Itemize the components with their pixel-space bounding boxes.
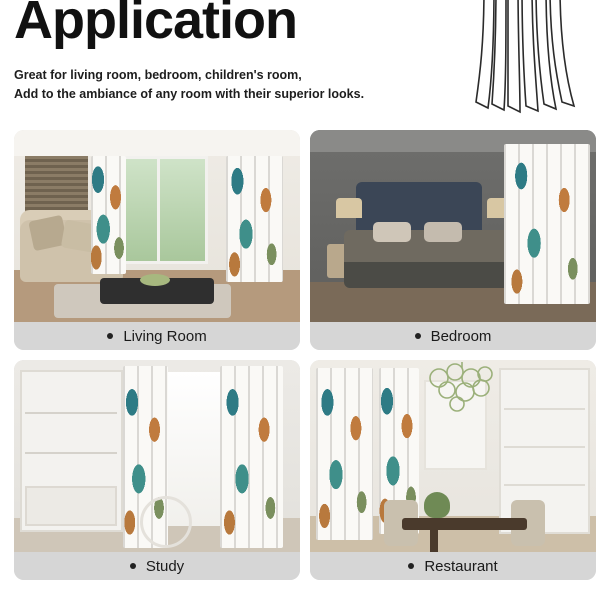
living-room-label: Living Room	[123, 327, 207, 345]
room-grid	[0, 130, 610, 580]
subtitle-line-1: Great for living room, bedroom, children's room,	[14, 68, 302, 82]
study-label: Study	[145, 557, 185, 575]
curtain-illustration	[466, 0, 596, 117]
room-card-bedroom[interactable]	[310, 130, 596, 350]
bedroom-photo	[310, 130, 596, 322]
restaurant-label: Restaurant	[424, 557, 498, 575]
room-card-restaurant[interactable]	[310, 360, 596, 580]
living-room-photo	[14, 130, 300, 322]
room-card-study[interactable]	[14, 360, 300, 580]
page-header	[0, 0, 610, 130]
bedroom-label: Bedroom	[430, 327, 492, 345]
bedroom-caption	[310, 322, 596, 350]
chandelier-icon	[419, 362, 505, 414]
restaurant-photo	[310, 360, 596, 552]
study-caption	[14, 552, 300, 580]
bullet-icon	[415, 333, 421, 339]
bullet-icon	[107, 333, 113, 339]
restaurant-caption	[310, 552, 596, 580]
living-room-caption	[14, 322, 300, 350]
room-card-living-room[interactable]	[14, 130, 300, 350]
study-photo	[14, 360, 300, 552]
subtitle-line-2: Add to the ambiance of any room with their superior looks.	[14, 87, 365, 101]
page-title: Application	[14, 0, 297, 50]
bullet-icon	[130, 563, 136, 569]
bullet-icon	[408, 563, 414, 569]
